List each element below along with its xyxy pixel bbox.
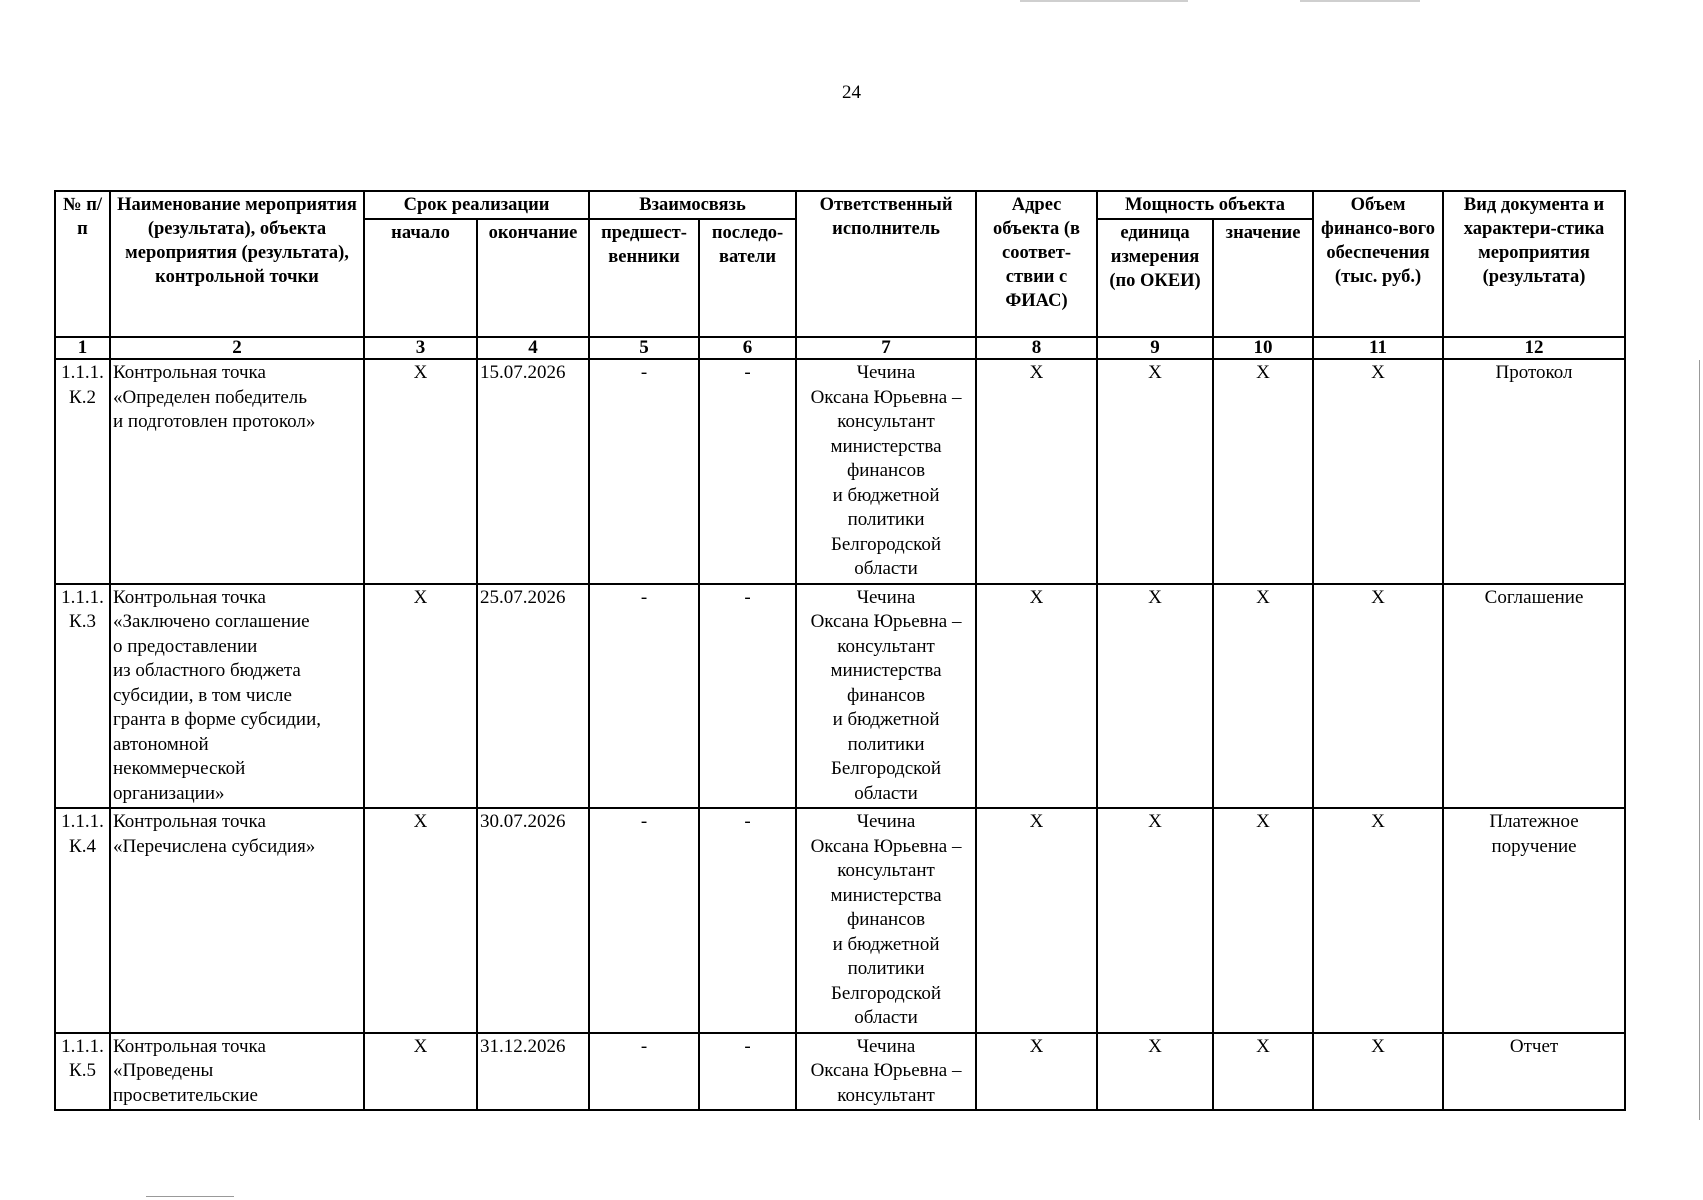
row-start: X	[364, 359, 477, 584]
row-prev: -	[589, 1033, 699, 1111]
row-value: X	[1213, 359, 1313, 584]
column-number-row	[55, 337, 1625, 359]
header-term-start: начало	[364, 219, 477, 337]
header-link-prev: предшест-венники	[589, 219, 699, 337]
header-term-end: окончание	[477, 219, 589, 337]
column-number: 10	[1213, 337, 1313, 359]
table-row	[55, 1033, 1625, 1111]
row-name: Контрольная точка «Проведены просветительские	[110, 1033, 364, 1111]
row-unit: X	[1097, 584, 1213, 809]
header-responsible: Ответственный исполнитель	[796, 191, 976, 337]
row-name: Контрольная точка «Заключено соглашение о предоставлении из областного бюджета субсидии, в том числе гранта в форме субсидии, автономной некоммерческой организации»	[110, 584, 364, 809]
row-next: -	[699, 584, 796, 809]
row-num: 1.1.1. К.4	[55, 808, 110, 1033]
row-unit: X	[1097, 1033, 1213, 1111]
row-prev: -	[589, 808, 699, 1033]
row-address: X	[976, 1033, 1097, 1111]
header-doc-type: Вид документа и характери-стика мероприятия (результата)	[1443, 191, 1625, 337]
row-end: 25.07.2026	[477, 584, 589, 809]
row-finance: X	[1313, 808, 1443, 1033]
scan-edge-line	[1699, 360, 1700, 1120]
column-number: 12	[1443, 337, 1625, 359]
row-address: X	[976, 808, 1097, 1033]
row-num: 1.1.1. К.2	[55, 359, 110, 584]
column-number: 4	[477, 337, 589, 359]
top-rule-left	[1020, 0, 1188, 2]
row-value: X	[1213, 808, 1313, 1033]
row-unit: X	[1097, 808, 1213, 1033]
column-number: 3	[364, 337, 477, 359]
row-doc: Платежное поручение	[1443, 808, 1625, 1033]
header-capacity: Мощность объекта	[1097, 191, 1313, 219]
row-end: 15.07.2026	[477, 359, 589, 584]
column-number: 9	[1097, 337, 1213, 359]
row-num: 1.1.1. К.3	[55, 584, 110, 809]
row-start: X	[364, 1033, 477, 1111]
column-number: 2	[110, 337, 364, 359]
row-doc: Протокол	[1443, 359, 1625, 584]
column-number: 7	[796, 337, 976, 359]
row-num: 1.1.1. К.5	[55, 1033, 110, 1111]
column-number: 8	[976, 337, 1097, 359]
row-finance: X	[1313, 359, 1443, 584]
page-number: 24	[842, 82, 861, 103]
header-capacity-value: значение	[1213, 219, 1313, 337]
row-end: 31.12.2026	[477, 1033, 589, 1111]
table-row	[55, 808, 1625, 1033]
table-row	[55, 359, 1625, 584]
table-row	[55, 584, 1625, 809]
activity-table	[54, 190, 1626, 1111]
row-responsible: Чечина Оксана Юрьевна – консультант	[796, 1033, 976, 1111]
column-number: 11	[1313, 337, 1443, 359]
row-end: 30.07.2026	[477, 808, 589, 1033]
row-address: X	[976, 359, 1097, 584]
row-next: -	[699, 359, 796, 584]
row-responsible: Чечина Оксана Юрьевна – консультант министерства финансов и бюджетной политики Белгородской области	[796, 808, 976, 1033]
header-link: Взаимосвязь	[589, 191, 796, 219]
row-start: X	[364, 808, 477, 1033]
row-name: Контрольная точка «Определен победитель и подготовлен протокол»	[110, 359, 364, 584]
row-doc: Отчет	[1443, 1033, 1625, 1111]
top-rule-right	[1300, 0, 1420, 2]
row-name: Контрольная точка «Перечислена субсидия»	[110, 808, 364, 1033]
header-capacity-unit: единица измерения (по ОКЕИ)	[1097, 219, 1213, 337]
row-finance: X	[1313, 1033, 1443, 1111]
header-address: Адрес объекта (в соответ-ствии с ФИАС)	[976, 191, 1097, 337]
row-value: X	[1213, 1033, 1313, 1111]
row-start: X	[364, 584, 477, 809]
header-name: Наименование мероприятия (результата), объекта мероприятия (результата), контрольной точки	[110, 191, 364, 337]
header-term: Срок реализации	[364, 191, 589, 219]
row-next: -	[699, 1033, 796, 1111]
row-prev: -	[589, 584, 699, 809]
row-unit: X	[1097, 359, 1213, 584]
row-responsible: Чечина Оксана Юрьевна – консультант министерства финансов и бюджетной политики Белгородской области	[796, 359, 976, 584]
row-next: -	[699, 808, 796, 1033]
header-finance: Объем финансо-вого обеспечения (тыс. руб.)	[1313, 191, 1443, 337]
row-finance: X	[1313, 584, 1443, 809]
row-prev: -	[589, 359, 699, 584]
header-num: № п/п	[55, 191, 110, 337]
column-number: 1	[55, 337, 110, 359]
header-row-1	[55, 191, 1625, 219]
header-link-next: последо-ватели	[699, 219, 796, 337]
column-number: 5	[589, 337, 699, 359]
footnote-rule	[146, 1196, 234, 1197]
column-number: 6	[699, 337, 796, 359]
row-address: X	[976, 584, 1097, 809]
row-responsible: Чечина Оксана Юрьевна – консультант министерства финансов и бюджетной политики Белгородской области	[796, 584, 976, 809]
row-doc: Соглашение	[1443, 584, 1625, 809]
row-value: X	[1213, 584, 1313, 809]
